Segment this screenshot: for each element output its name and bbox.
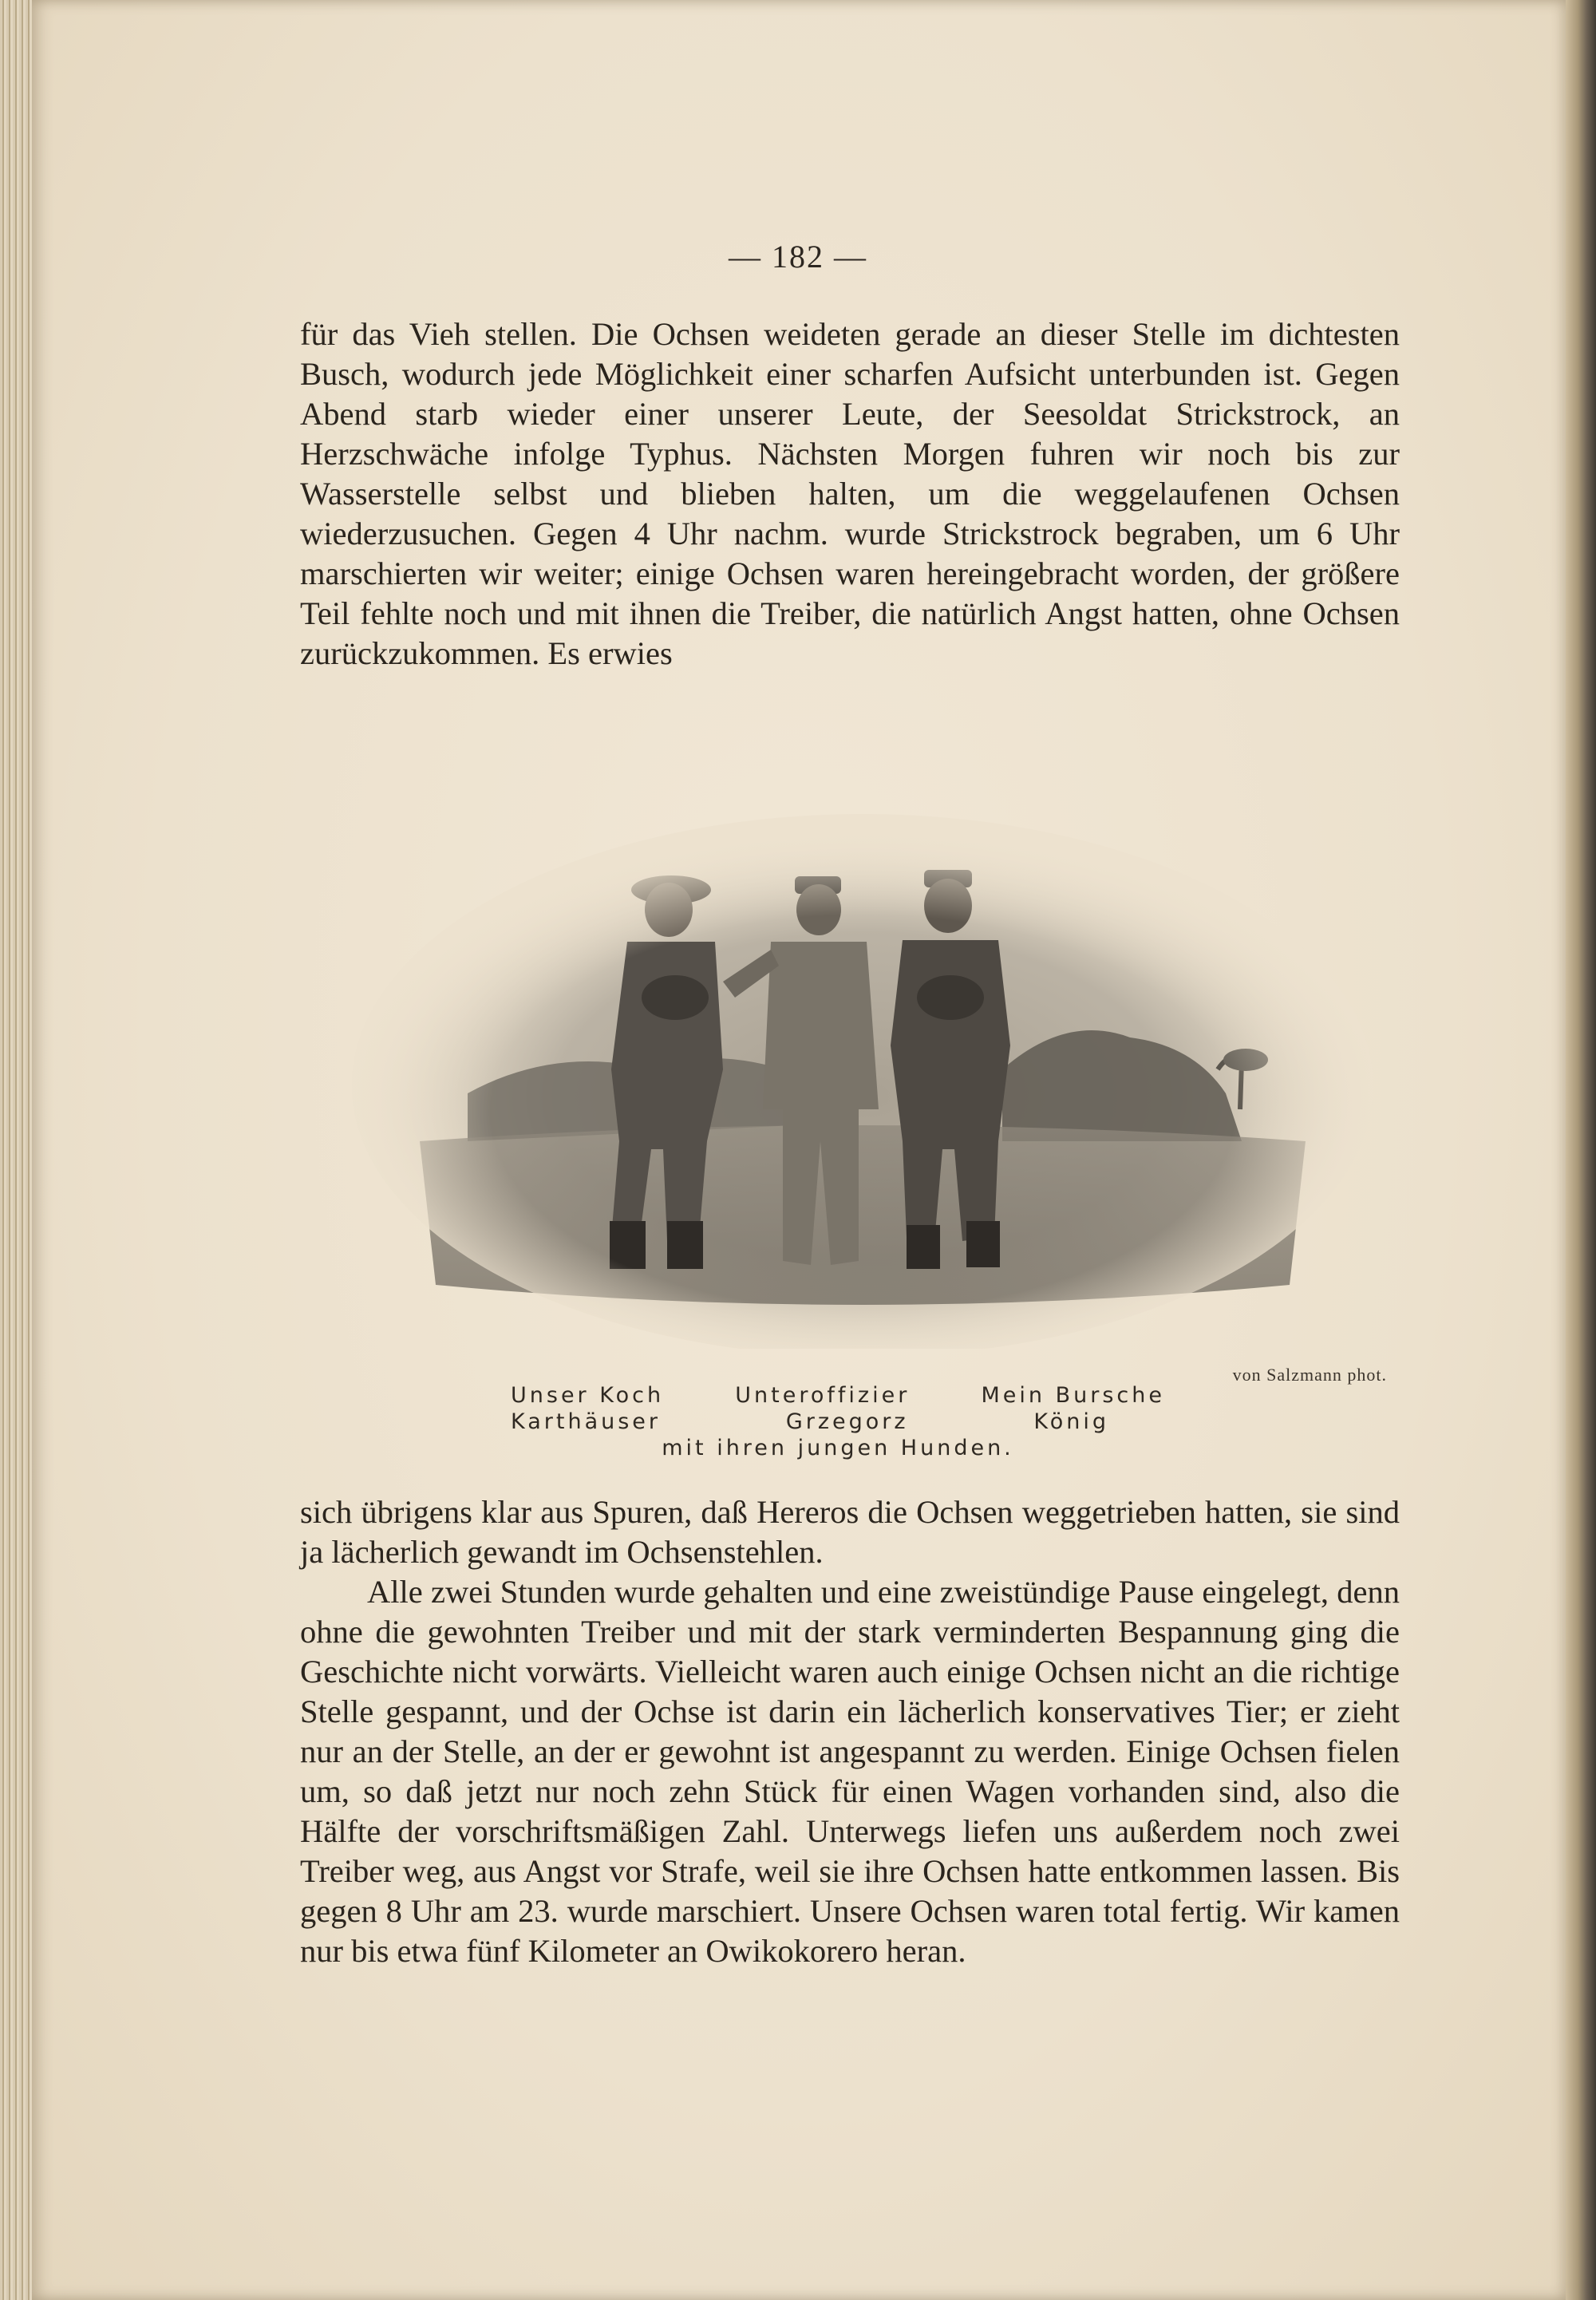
photo-credit: von Salzmann phot. [1232,1365,1387,1385]
caption-row-names [511,1409,1165,1435]
caption-name-3: König [1033,1409,1109,1434]
caption-name-1: Karthäuser [511,1409,662,1434]
caption-role-3: Mein Bursche [981,1383,1165,1408]
caption-name-2: Grzegorz [785,1409,909,1434]
caption-role-2: Unteroffizier [735,1383,911,1408]
photograph-three-men-with-puppies [348,806,1377,1349]
text-block-top [300,314,1400,674]
caption-note: mit ihren jungen Hunden. [662,1436,1014,1460]
paragraph: für das Vieh stellen. Die Ochsen weideten gerade an dieser Stelle im dichtesten Busch, wodurch jede Möglichkeit einer scharfen Aufsicht unterbunden ist. Gegen Abend starb wieder einer unserer Leute, der Seesoldat Strickstrock, an Herzschwäche infolge Typhus. Nächsten Morgen fuhren wir noch bis zur Wasserstelle selbst und blieben halten, um die weggelaufenen Ochsen wiederzusuchen. Gegen 4 Uhr nachm. wurde Strickstrock begraben, um 6 Uhr marschierten wir weiter; einige Ochsen waren hereingebracht worden, der größere Teil fehlte noch und mit ihnen die Treiber, die natürlich Angst hatten, ohne Ochsen zurückzukommen. Es erwies [300,316,1400,671]
photo-caption [511,1382,1165,1461]
paragraph: Alle zwei Stunden wurde gehalten und eine zweistündige Pause eingelegt, denn ohne die gewohnten Treiber und mit der stark verminderten Bespannung ging die Geschichte nicht vorwärts. Vielleicht waren auch einige Ochsen nicht an die richtige Stelle gespannt, und der Ochse ist darin ein lächerlich konservatives Tier; er zieht nur an der Stelle, an der er gewohnt ist angespannt zu werden. Einige Ochsen fielen um, so daß jetzt nur noch zehn Stück für einen Wagen vorhanden sind, also die Hälfte der vorschriftsmäßigen Zahl. Unterwegs liefen uns außerdem noch zwei Treiber weg, aus Angst vor Strafe, weil sie ihre Ochsen hatte entkommen lassen. Bis gegen 8 Uhr am 23. wurde marschiert. Unsere Ochsen waren total fertig. Wir kamen nur bis etwa fünf Kilometer an Owikokorero heran. [300,1574,1400,1969]
paragraph: sich übrigens klar aus Spuren, daß Hereros die Ochsen weggetrieben hatten, sie sind ja lächerlich gewandt im Ochsenstehlen. [300,1494,1400,1570]
caption-role-1: Unser Koch [511,1383,665,1408]
caption-row-note [511,1435,1165,1461]
page-number: — 182 — [729,239,867,275]
text-block-bottom [300,1492,1400,1971]
book-edge-left [0,0,32,2300]
photo-illustration [348,806,1377,1349]
caption-row-roles [511,1382,1165,1409]
book-edge-right [1566,0,1596,2300]
